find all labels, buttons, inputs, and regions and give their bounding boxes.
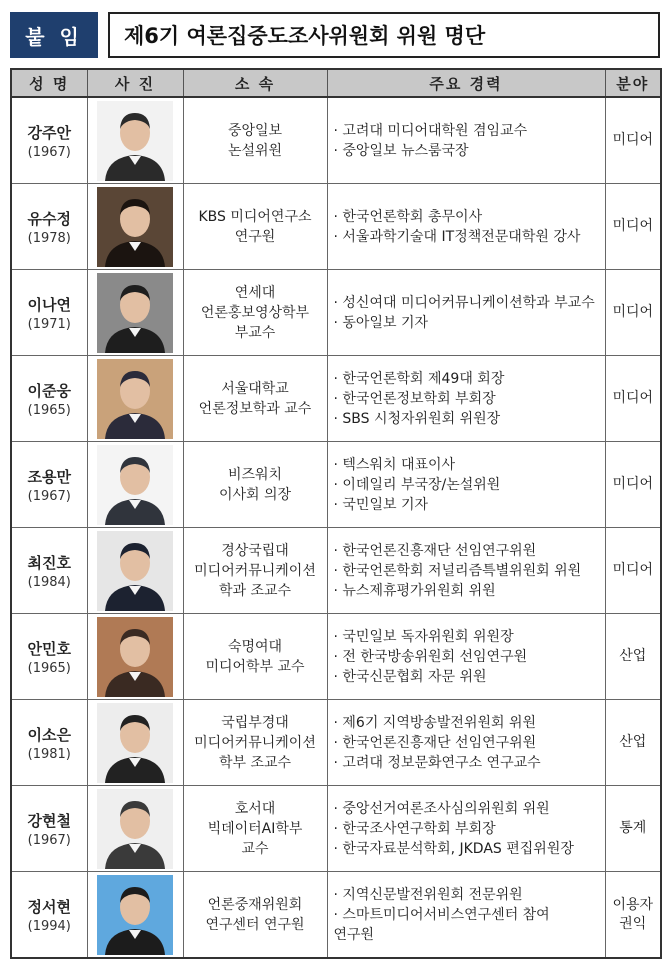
member-name: 유수정 [27,209,71,228]
column-header-field: 분야 [605,69,661,97]
member-name-cell [11,786,87,872]
member-field-cell [605,356,661,442]
member-name-cell [11,356,87,442]
table-row [11,97,661,184]
document-header [10,12,660,58]
career-line: · 동아일보 기자 [333,314,428,331]
member-career-cell [327,97,605,184]
affiliation-line: 언론중재위원회 [207,896,303,913]
career-line: · SBS 시청자위원회 위원장 [333,410,501,427]
member-name: 안민호 [27,639,71,658]
member-birth-year: (1967) [27,832,71,848]
table-header-row [11,69,661,97]
member-photo [97,273,173,353]
member-name: 강현철 [27,811,71,830]
affiliation-line: 국립부경대 [221,714,289,731]
member-photo [97,875,173,955]
member-photo-cell [87,356,183,442]
affiliation-line: 학과 조교수 [218,582,292,599]
career-line: · 한국조사연구학회 부회장 [333,820,496,837]
member-photo [97,703,173,783]
member-field-cell [605,872,661,959]
field-line: 미디어 [612,218,654,234]
career-line: · 한국언론정보학회 부회장 [333,390,496,407]
member-career-cell [327,786,605,872]
affiliation-line: 경상국립대 [221,542,289,559]
member-photo [97,445,173,525]
affiliation-line: 부교수 [234,324,276,341]
career-line: · 스마트미디어서비스연구센터 참여 [333,906,550,923]
member-photo-cell [87,97,183,184]
member-name-cell [11,872,87,959]
career-line: · 국민일보 기자 [333,496,428,513]
career-line: · 한국신문협회 자문 위원 [333,668,487,685]
member-photo-cell [87,184,183,270]
member-affiliation-cell [183,356,327,442]
member-photo [97,187,173,267]
field-line: 미디어 [612,132,654,148]
field-line: 미디어 [612,304,654,320]
career-line: · 성신여대 미디어커뮤니케이션학과 부교수 [333,294,595,311]
member-photo-cell [87,786,183,872]
member-photo [97,359,173,439]
table-row [11,442,661,528]
member-name-cell [11,528,87,614]
field-line: 미디어 [612,390,654,406]
career-line: 연구원 [333,926,375,943]
member-name-cell [11,184,87,270]
member-photo-cell [87,528,183,614]
member-field-cell [605,614,661,700]
member-photo-cell [87,872,183,959]
member-name: 조용만 [27,467,71,486]
career-line: · 제6기 지역방송발전위원회 위원 [333,714,537,731]
field-line: 산업 [619,648,647,664]
career-line: · 국민일보 독자위원회 위원장 [333,628,514,645]
member-photo-cell [87,700,183,786]
member-name-cell [11,700,87,786]
member-career-cell [327,872,605,959]
member-affiliation-cell [183,442,327,528]
member-affiliation-cell [183,270,327,356]
column-header-photo: 사 진 [87,69,183,97]
member-name-cell [11,270,87,356]
member-name: 이나연 [27,295,71,314]
affiliation-line: 언론홍보영상학부 [200,304,310,321]
table-row [11,786,661,872]
member-career-cell [327,356,605,442]
member-name-cell [11,614,87,700]
field-line: 미디어 [612,476,654,492]
career-line: · 한국언론학회 총무이사 [333,208,483,225]
member-career-cell [327,270,605,356]
table-row [11,528,661,614]
career-line: · 고려대 정보문화연구소 연구교수 [333,754,541,771]
career-line: · 한국언론학회 제49대 회장 [333,370,505,387]
member-name: 강주안 [27,123,71,142]
member-career-cell [327,184,605,270]
member-birth-year: (1965) [27,660,71,676]
member-name-cell [11,97,87,184]
table-row [11,356,661,442]
table-row [11,614,661,700]
affiliation-line: 연구원 [234,228,276,245]
member-photo [97,531,173,611]
field-line: 산업 [619,734,647,750]
column-header-name: 성 명 [11,69,87,97]
career-line: · 이데일리 부국장/논설위원 [333,476,501,493]
member-birth-year: (1981) [27,746,71,762]
member-birth-year: (1984) [27,574,71,590]
member-affiliation-cell [183,97,327,184]
affiliation-line: 빅데이터AI학부 [207,820,303,837]
member-birth-year: (1967) [27,488,71,504]
member-name: 정서현 [27,897,71,916]
affiliation-line: 언론정보학과 교수 [198,400,312,417]
affiliation-line: 중앙일보 [227,122,283,139]
career-line: · 한국자료분석학회, JKDAS 편집위원장 [333,840,574,857]
field-line: 통계 [619,820,647,836]
member-affiliation-cell [183,614,327,700]
member-photo-cell [87,614,183,700]
career-line: · 지역신문발전위원회 전문위원 [333,886,523,903]
member-field-cell [605,700,661,786]
career-line: · 한국언론학회 저널리즘특별위원회 위원 [333,562,582,579]
career-line: · 고려대 미디어대학원 겸임교수 [333,122,528,139]
member-field-cell [605,528,661,614]
career-line: · 전 한국방송위원회 선임연구원 [333,648,528,665]
member-birth-year: (1978) [27,230,71,246]
member-name-cell [11,442,87,528]
affiliation-line: 미디어커뮤니케이션 [194,562,316,579]
column-header-affiliation: 소 속 [183,69,327,97]
affiliation-line: 미디어커뮤니케이션 [194,734,316,751]
career-line: · 중앙선거여론조사심의위원회 위원 [333,800,550,817]
career-line: · 뉴스제휴평가위원회 위원 [333,582,496,599]
member-photo-cell [87,442,183,528]
member-field-cell [605,786,661,872]
member-affiliation-cell [183,786,327,872]
affiliation-line: 이사회 의장 [218,486,292,503]
field-line: 이용자 [612,896,654,913]
member-career-cell [327,614,605,700]
member-field-cell [605,97,661,184]
affiliation-line: 교수 [241,840,269,857]
member-affiliation-cell [183,700,327,786]
affiliation-line: 비즈워치 [227,466,283,483]
attachment-tag: 붙 임 [10,12,98,58]
career-line: · 중앙일보 뉴스룸국장 [333,142,469,159]
affiliation-line: 학부 조교수 [218,754,292,771]
affiliation-line: 논설위원 [227,142,283,159]
member-birth-year: (1967) [27,144,71,160]
member-affiliation-cell [183,528,327,614]
member-affiliation-cell [183,872,327,959]
member-photo [97,101,173,181]
table-row [11,270,661,356]
member-photo-cell [87,270,183,356]
affiliation-line: 숙명여대 [227,638,283,655]
member-affiliation-cell [183,184,327,270]
affiliation-line: 미디어학부 교수 [205,658,305,675]
member-name: 이준웅 [27,381,71,400]
member-name: 이소은 [27,725,71,744]
member-birth-year: (1971) [27,316,71,332]
career-line: · 한국언론진흥재단 선임연구위원 [333,542,537,559]
member-table [10,68,662,959]
career-line: · 한국언론진흥재단 선임연구위원 [333,734,537,751]
column-header-career: 주요 경력 [327,69,605,97]
affiliation-line: 연구센터 연구원 [205,916,305,933]
member-name: 최진호 [27,553,71,572]
table-row [11,872,661,959]
field-line: 미디어 [612,562,654,578]
affiliation-line: 서울대학교 [221,380,289,397]
table-row [11,700,661,786]
document-title: 제6기 여론집중도조사위원회 위원 명단 [108,12,660,58]
member-birth-year: (1965) [27,402,71,418]
career-line: · 텍스워치 대표이사 [333,456,456,473]
affiliation-line: 연세대 [234,284,276,301]
member-birth-year: (1994) [27,918,71,934]
member-photo [97,789,173,869]
member-field-cell [605,270,661,356]
affiliation-line: 호서대 [234,800,276,817]
field-line: 권익 [619,915,647,932]
member-photo [97,617,173,697]
career-line: · 서울과학기술대 IT정책전문대학원 강사 [333,228,581,245]
member-field-cell [605,184,661,270]
member-career-cell [327,528,605,614]
member-career-cell [327,442,605,528]
member-field-cell [605,442,661,528]
member-career-cell [327,700,605,786]
table-row [11,184,661,270]
affiliation-line: KBS 미디어연구소 [198,208,312,225]
